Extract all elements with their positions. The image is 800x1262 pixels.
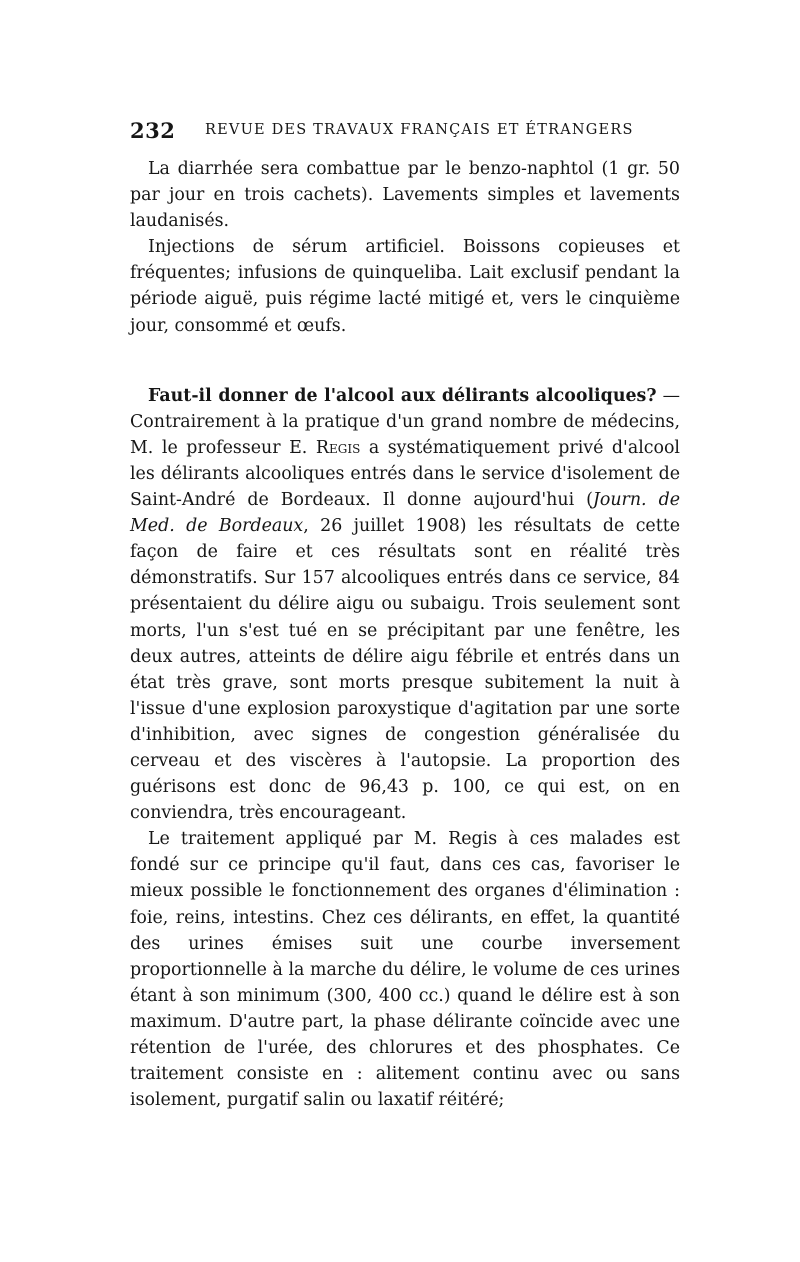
section-gap xyxy=(130,339,680,383)
paragraph-alcohol-question xyxy=(130,383,680,827)
running-head xyxy=(130,118,680,146)
journal-citation: Journ. de Med. de Bordeaux xyxy=(130,490,680,537)
journal-title: REVUE DES TRAVAUX FRANÇAIS ET ÉTRANGERS xyxy=(205,122,634,138)
body-text xyxy=(130,156,680,1113)
section-heading: Faut-il donner de l'alcool aux délirants alcooliques? xyxy=(148,385,657,406)
paragraph-diarrhea-treatment: La diarrhée sera combattue par le benzo-naphtol (1 gr. 50 par jour en trois cachets). Lavements simples et lavements laudanisés. xyxy=(130,159,680,232)
author-name: Regis xyxy=(315,437,361,458)
paragraph-text-segment: , 26 juillet 1908) les résultats de cette façon de faire et ces résultats sont en réalité très démonstratifs. Sur 157 alcooliques entrés dans ce service, 84 présentaient du délire aigu ou subaigu. Trois seulement sont morts, l'un s'est tué en se précipitant par une fenêtre, les deux autres, atteints de délire aigu fébrile et entrés dans un état très grave, sont morts presque subitement la nuit à l'issue d'une explosion paroxystique d'agitation par une sorte d'inhibition, avec signes de congestion généralisée du cerveau et des viscères à l'autopsie. La proportion des guérisons est donc de 96,43 p. 100, ce qui est, on en conviendra, très encourageant. xyxy=(130,516,680,824)
paragraph-injections: Injections de sérum artificiel. Boissons copieuses et fréquentes; infusions de quinqueliba. Lait exclusif pendant la période aiguë, puis régime lacté mitigé et, vers le cinquième jour, consommé et œufs. xyxy=(130,237,680,336)
paragraph-text-segment: — Contrairement à la pratique d'un grand nombre de médecins, M. le professeur E. xyxy=(130,385,680,458)
paragraph-text-segment: a systématiquement privé d'alcool les délirants alcooliques entrés dans le service d'isolement de Saint-André de Bordeaux. Il donne aujourd'hui ( xyxy=(130,437,680,511)
paragraph-treatment-principle: Le traitement appliqué par M. Regis à ces malades est fondé sur ce principe qu'il faut, dans ces cas, favoriser le mieux possible le fonctionnement des organes d'élimination : foie, reins, intestins. Chez ces délirants, en effet, la quantité des urines émises suit une courbe inversement proportionnelle à la marche du délire, le volume de ces urines étant à son minimum (300, 400 cc.) quand le délire est à son maximum. D'autre part, la phase délirante coïncide avec une rétention de l'urée, des chlorures et des phosphates. Ce traitement consiste en : alitement continu avec ou sans isolement, purgatif salin ou laxatif réitéré; xyxy=(130,829,680,1111)
page-number: 232 xyxy=(130,118,176,143)
